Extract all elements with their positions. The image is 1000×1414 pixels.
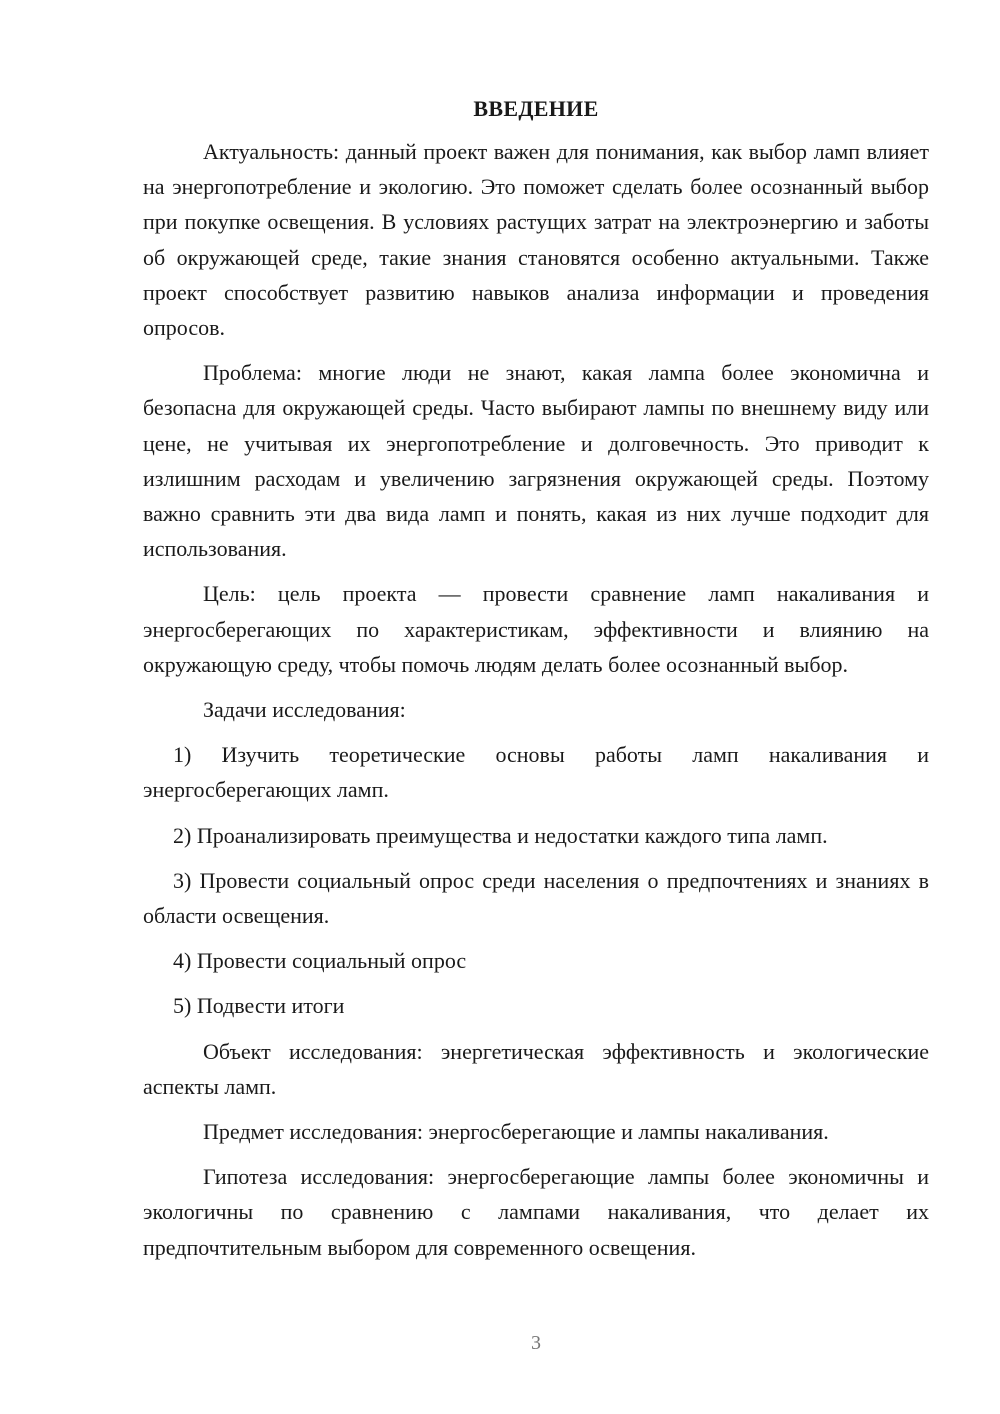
task-item: 4) Провести социальный опрос: [173, 948, 467, 974]
goal-paragraph: Цель: цель проекта — провести сравнение ламп накаливания и энергосберегающих по характеристикам, эффективности и влиянию на окружающую среду, чтобы помочь людям делать более осознанный выбор.: [143, 581, 929, 677]
document-page: [143, 92, 929, 1265]
object-paragraph: Объект исследования: энергетическая эффективность и экологические аспекты ламп.: [143, 1038, 929, 1099]
task-item: 1) Изучить теоретические основы работы ламп накаливания и энергосберегающих ламп.: [143, 742, 929, 803]
subject-paragraph: Предмет исследования: энергосберегающие и лампы накаливания.: [203, 1119, 829, 1145]
page-title: ВВЕДЕНИЕ: [473, 96, 599, 121]
task-item: 2) Проанализировать преимущества и недостатки каждого типа ламп.: [173, 822, 828, 848]
problem-paragraph: Проблема: многие люди не знают, какая лампа более экономична и безопасна для окружающей среды. Часто выбирают лампы по внешнему виду или цене, не учитывая их энергопотребление и долговечность. Это приводит к излишним расходам и увеличению загрязнения окружающей среды. Поэтому важно сравнить эти два вида ламп и понять, какая из них лучше подходит для использования.: [143, 360, 929, 562]
hypothesis-paragraph: Гипотеза исследования: энергосберегающие лампы более экономичны и экологичны по сравнению с лампами накаливания, что делает их предпочтительным выбором для современного освещения.: [143, 1164, 929, 1260]
task-item: 3) Провести социальный опрос среди населения о предпочтениях и знаниях в области освещения.: [143, 867, 929, 929]
tasks-heading: Задачи исследования:: [203, 697, 406, 723]
relevance-paragraph: Актуальность: данный проект важен для понимания, как выбор ламп влияет на энергопотребление и экологию. Это поможет сделать более осознанный выбор при покупке освещения. В условиях растущих затрат на электроэнергию и заботы об окружающей среде, такие знания становятся особенно актуальными. Также проект способствует развитию навыков анализа информации и проведения опросов.: [143, 139, 929, 341]
task-item: 5) Подвести итоги: [173, 993, 345, 1019]
page-number: 3: [531, 1332, 541, 1354]
